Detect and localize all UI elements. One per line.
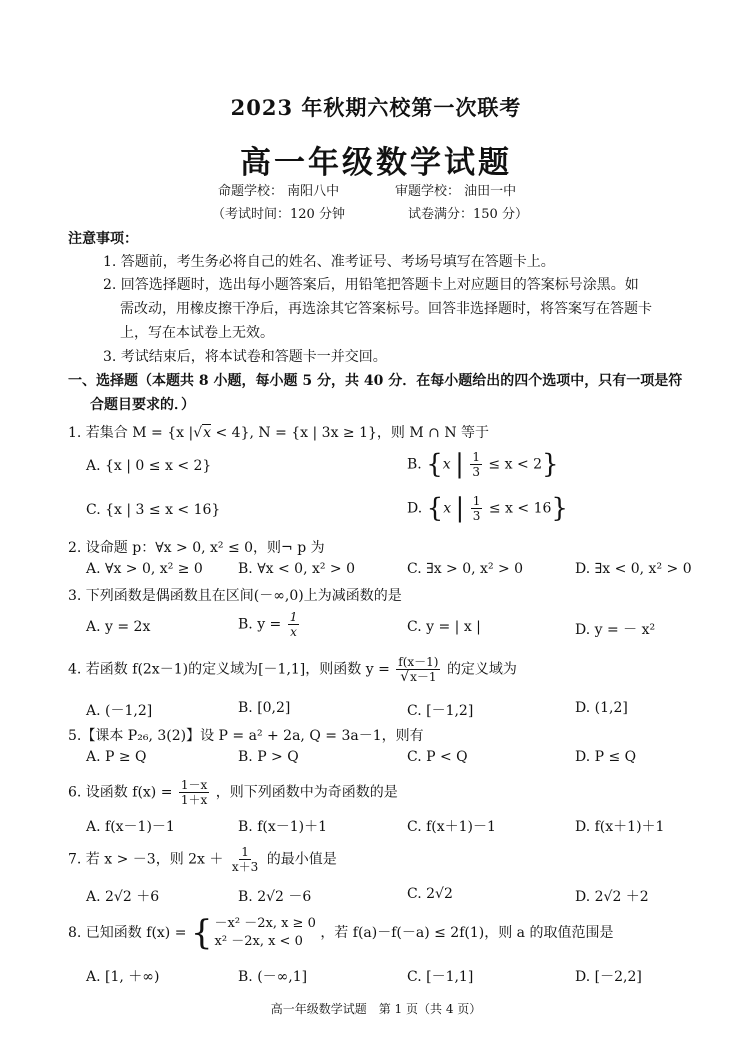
q6-option-d: D. f(x＋1)＋1 [575, 819, 665, 835]
page-footer: 高一年级数学试题 第 1 页（共 4 页） [270, 1002, 482, 1016]
subject-title: 高一年级数学试题 [240, 145, 512, 181]
q3-option-a: A. y = 2x [86, 619, 151, 635]
setter-line [218, 180, 339, 199]
q4-option-c: C. [－1,2] [407, 703, 474, 719]
q6-option-a: A. f(x－1)－1 [86, 819, 175, 835]
q5-option-a: A. P ≥ Q [86, 749, 147, 765]
q3-option-d: D. y = － x² [575, 622, 656, 638]
q1-option-b: B. {x | $\frac{1}{3}$ ≤ x < 2} [407, 449, 559, 480]
question-6-stem: 6. 设函数 f(x) = $\frac{1-x}{1+x}$ ，则下列函数中为奇函数的是 [68, 778, 398, 807]
q2-option-d: D. ∃x < 0, x² > 0 [575, 561, 692, 577]
q3-option-c: C. y = | x | [407, 619, 481, 635]
sqrt-symbol: √ [193, 425, 203, 441]
q7-option-a: A. 2√2 ＋6 [86, 889, 160, 905]
fraction: $\frac{1}{3}$ [472, 494, 481, 523]
q6-option-c: C. f(x＋1)－1 [407, 819, 496, 835]
q1-option-d: D. {x | $\frac{1}{3}$ ≤ x < 16} [407, 493, 568, 524]
fraction: $\frac{1}{3}$ [472, 450, 480, 479]
time-info: （考试时间：120 分钟 [212, 207, 345, 222]
q4-option-a: A. (－1,2] [86, 703, 153, 719]
q1-option-a: A. {x | 0 ≤ x < 2} [86, 458, 212, 474]
q7-option-d: D. 2√2 ＋2 [575, 889, 649, 905]
sqrt-symbol: √ [400, 669, 410, 685]
score-info: 试卷满分：150 分） [408, 207, 528, 222]
q2-option-b: B. ∀x < 0, x² > 0 [238, 561, 356, 577]
q5-option-d: D. P ≤ Q [575, 749, 637, 765]
q8-option-b: B. (－∞,1] [238, 969, 308, 985]
fraction: $\frac{1-x}{1+x}$ [180, 778, 208, 807]
reviewer-label: 审题学校： [395, 184, 461, 199]
fraction: $\frac{1}{x}$ [289, 610, 298, 639]
setter-school: 南阳八中 [287, 184, 340, 199]
fraction: $\frac{1}{x+3}$ [231, 845, 259, 874]
notice-item: 3. 考试结束后，将本试卷和答题卡一并交回。 [103, 349, 387, 365]
exam-title: 2023 年秋期六校第一次联考 [230, 95, 522, 120]
q3-option-b: B. y = $\frac{1}{x}$ [238, 610, 298, 639]
reviewer-line [395, 180, 516, 199]
section-heading-cont: 合题目要求的．） [90, 397, 195, 413]
q4-option-d: D. (1,2] [575, 700, 628, 716]
question-4-stem: 4. 若函数 f(2x－1)的定义域为[－1,1]，则函数 y = $\frac{f(x-1)}{√x-1}$ 的定义域为 [68, 655, 517, 685]
section-heading: 一、选择题（本题共 8 小题，每小题 5 分，共 40 分．在每小题给出的四个选项中，只有一项是符 [68, 373, 683, 389]
q6-option-b: B. f(x－1)＋1 [238, 819, 328, 835]
q8-option-a: A. [1, ＋∞) [86, 969, 160, 985]
q7-option-b: B. 2√2 －6 [238, 889, 312, 905]
notice-item: 1. 答题前，考生务必将自己的姓名、准考证号、考场号填写在答题卡上。 [103, 254, 555, 270]
q8-option-d: D. [－2,2] [575, 969, 642, 985]
q5-option-c: C. P < Q [407, 749, 468, 765]
piecewise-function: { －x² －2x, x ≥ 0 x² －2x, x < 0 [190, 913, 316, 953]
q5-option-b: B. P > Q [238, 749, 299, 765]
q4-option-b: B. [0,2] [238, 700, 291, 716]
notice-heading: 注意事项： [68, 231, 138, 247]
q8-option-c: C. [－1,1] [407, 969, 474, 985]
setter-label: 命题学校： [218, 184, 284, 199]
question-2-stem: 2. 设命题 p：∀x > 0, x² ≤ 0，则¬ p 为 [68, 540, 325, 556]
question-1-stem: 1. 若集合 M = {x |√x < 4}, N = {x | 3x ≥ 1}，则 M ∩ N 等于 [68, 425, 490, 441]
reviewer-school: 油田一中 [464, 184, 517, 199]
question-5-stem: 5.【课本 P₂₆, 3(2)】设 P = a² + 2a, Q = 3a－1，则有 [68, 728, 424, 744]
fraction: $\frac{f(x-1)}{√x-1}$ [398, 655, 439, 685]
q7-option-c: C. 2√2 [407, 886, 453, 902]
notice-item: 上，写在本试卷上无效。 [120, 325, 274, 341]
q2-option-c: C. ∃x > 0, x² > 0 [407, 561, 524, 577]
q2-option-a: A. ∀x > 0, x² ≥ 0 [86, 561, 203, 577]
notice-item: 2. 回答选择题时，选出每小题答案后，用铅笔把答题卡上对应题目的答案标号涂黑。如 [103, 277, 639, 293]
notice-item: 需改动，用橡皮擦干净后，再选涂其它答案标号。回答非选择题时，将答案写在答题卡 [120, 301, 652, 317]
question-7-stem: 7. 若 x > －3，则 2x ＋ $\frac{1}{x+3}$ 的最小值是 [68, 845, 337, 874]
question-3-stem: 3. 下列函数是偶函数且在区间(－∞,0)上为减函数的是 [68, 588, 402, 604]
q1-option-c: C. {x | 3 ≤ x < 16} [86, 502, 221, 518]
question-8-stem: 8. 已知函数 f(x) = { －x² －2x, x ≥ 0 x² －2x, x < 0 ，若 f(a)－f(－a) ≤ 2f(1)，则 a 的取值范围是 [68, 913, 614, 953]
